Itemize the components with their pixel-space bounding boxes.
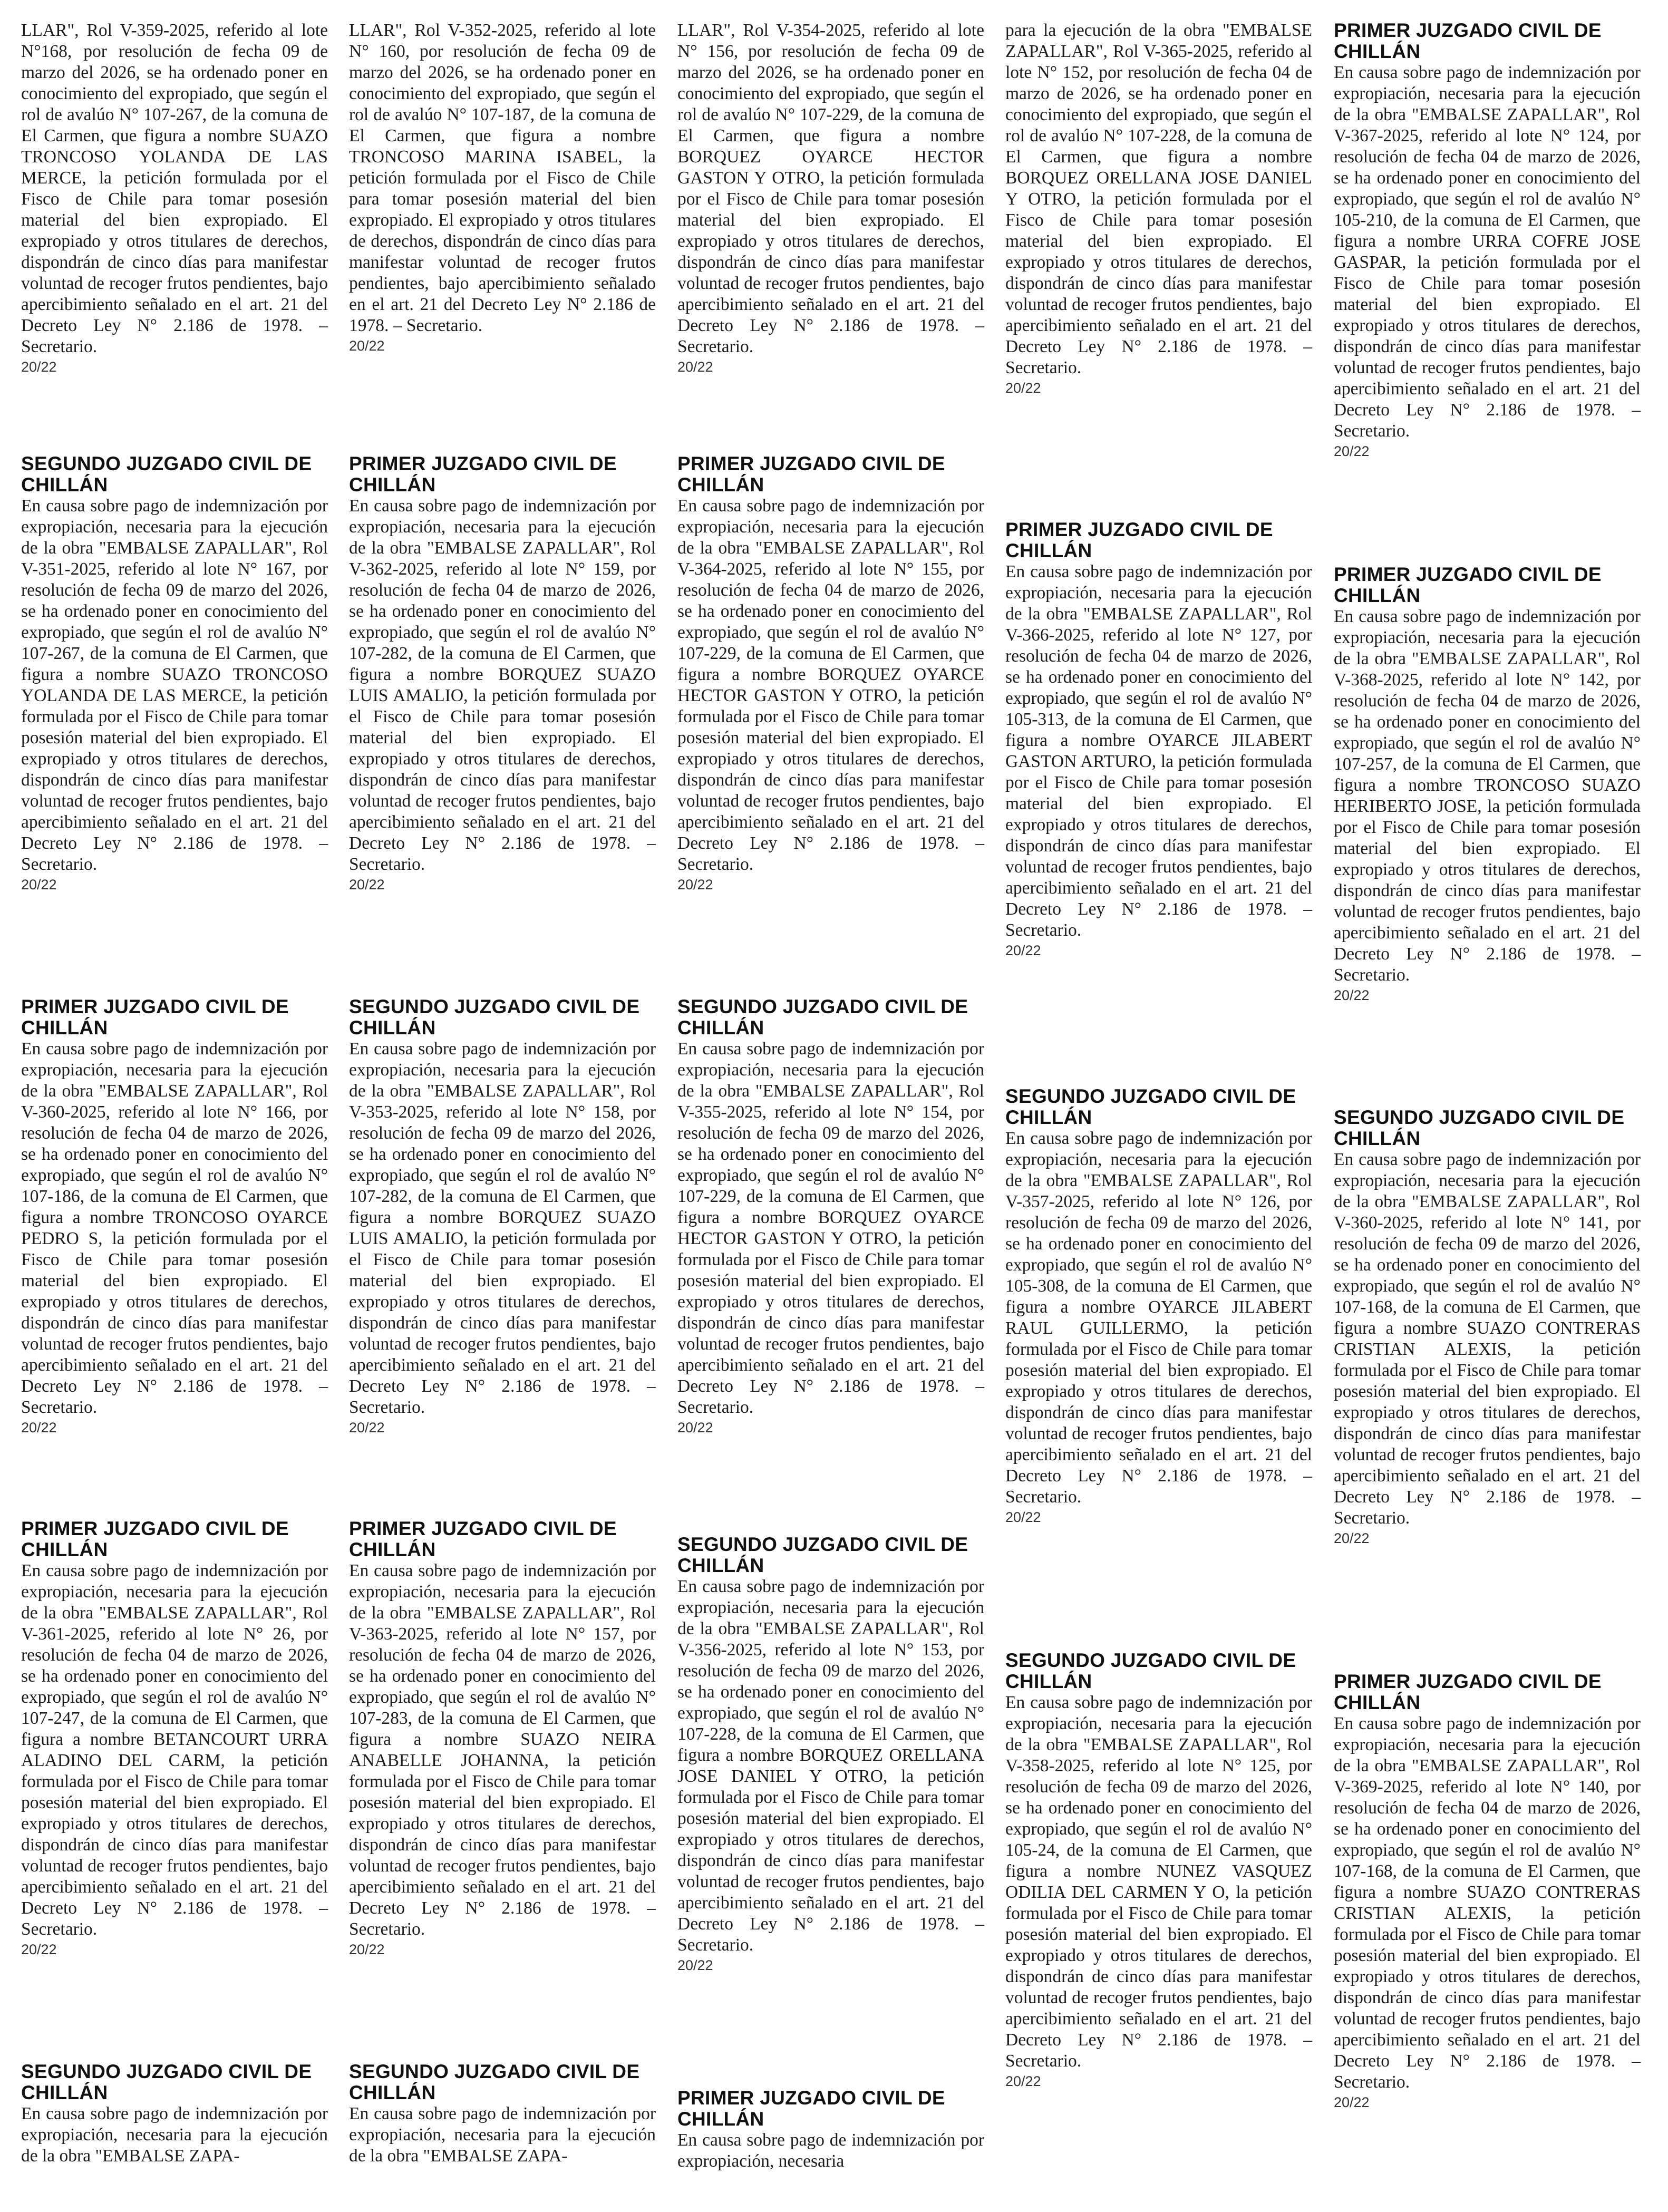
notice-code: 20/22 [21,359,57,375]
court-heading: SEGUNDO JUZGADO CIVIL DE CHILLÁN [349,996,640,1039]
court-heading: SEGUNDO JUZGADO CIVIL DE CHILLÁN [1334,1107,1625,1149]
notice-text: En causa sobre pago de indemnización por expropiación, necesaria [677,2130,984,2171]
court-heading: SEGUNDO JUZGADO CIVIL DE CHILLÁN [1005,1085,1296,1128]
legal-notice [349,2061,656,2167]
legal-notice [1005,1650,1312,2090]
legal-notice [677,2088,984,2172]
notice-text: En causa sobre pago de indemnización por expropiación, necesaria para la ejecución de la obra "EMBALSE ZAPALLAR", Rol V-364-2025, referido al lote N° 155, por resolución de fecha 04 de marzo de 2026, se ha ordenado poner en conocimiento del expropiado, que según el rol de avalúo N° 107-229, de la comuna de El Carmen, que figura a nombre BORQUEZ OYARCE HECTOR GASTON Y OTRO, la petición formulada por el Fisco de Chile para tomar posesión material del bien expropiado. El expropiado y otros titulares de derechos, dispondrán de cinco días para manifestar voluntad de recoger frutos pendientes, bajo apercibimiento señalado en el art. 21 del Decreto Ley N° 2.186 de 1978. – Secretario. [677,496,984,874]
legal-notice [1005,519,1312,959]
notice-text: En causa sobre pago de indemnización por expropiación, necesaria para la ejecución de la obra "EMBALSE ZAPALLAR", Rol V-362-2025, referido al lote N° 159, por resolución de fecha 04 de marzo de 2026, se ha ordenado poner en conocimiento del expropiado, que según el rol de avalúo N° 107-282, de la comuna de El Carmen, que figura a nombre BORQUEZ SUAZO LUIS AMALIO, la petición formulada por el Fisco de Chile para tomar posesión material del bien expropiado. El expropiado y otros titulares de derechos, dispondrán de cinco días para manifestar voluntad de recoger frutos pendientes, bajo apercibimiento señalado en el art. 21 del Decreto Ley N° 2.186 de 1978. – Secretario. [349,496,656,874]
notice-code: 20/22 [1005,2073,1041,2089]
court-heading: PRIMER JUZGADO CIVIL DE CHILLÁN [1334,1671,1602,1713]
notice-text: En causa sobre pago de indemnización por expropiación, necesaria para la ejecución de la obra "EMBALSE ZAPALLAR", Rol V-360-2025, referido al lote N° 141, por resolución de fecha 09 de marzo del 2026, se ha ordenado poner en conocimiento del expropiado, que según el rol de avalúo N° 107-168, de la comuna de El Carmen, que figura a nombre SUAZO CONTRERAS CRISTIAN ALEXIS, la petición formulada por el Fisco de Chile para tomar posesión material del bien expropiado. El expropiado y otros titulares de derechos, dispondrán de cinco días para manifestar voluntad de recoger frutos pendientes, bajo apercibimiento señalado en el art. 21 del Decreto Ley N° 2.186 de 1978. – Secretario. [1334,1150,1641,1528]
notice-code: 20/22 [349,338,385,354]
court-heading: SEGUNDO JUZGADO CIVIL DE CHILLÁN [21,453,312,496]
notice-text: En causa sobre pago de indemnización por expropiación, necesaria para la ejecución de la obra "EMBALSE ZAPALLAR", Rol V-360-2025, referido al lote N° 166, por resolución de fecha 04 de marzo de 2026, se ha ordenado poner en conocimiento del expropiado, que según el rol de avalúo N° 107-186, de la comuna de El Carmen, que figura a nombre TRONCOSO OYARCE PEDRO S, la petición formulada por el Fisco de Chile para tomar posesión material del bien expropiado. El expropiado y otros titulares de derechos, dispondrán de cinco días para manifestar voluntad de recoger frutos pendientes, bajo apercibimiento señalado en el art. 21 del Decreto Ley N° 2.186 de 1978. – Secretario. [21,1039,328,1417]
notice-text: En causa sobre pago de indemnización por expropiación, necesaria para la ejecución de la obra "EMBALSE ZAPALLAR", Rol V-368-2025, referido al lote N° 142, por resolución de fecha 04 de marzo de 2026, se ha ordenado poner en conocimiento del expropiado, que según el rol de avalúo N° 107-257, de la comuna de El Carmen, que figura a nombre TRONCOSO SUAZO HERIBERTO JOSE, la petición formulada por el Fisco de Chile para tomar posesión material del bien expropiado. El expropiado y otros titulares de derechos, dispondrán de cinco días para manifestar voluntad de recoger frutos pendientes, bajo apercibimiento señalado en el art. 21 del Decreto Ley N° 2.186 de 1978. – Secretario. [1334,607,1641,985]
legal-notice [349,453,656,893]
legal-notice [677,20,984,375]
court-heading: PRIMER JUZGADO CIVIL DE CHILLÁN [1334,564,1602,606]
legal-notice [349,996,656,1436]
notice-text: LLAR", Rol V-352-2025, referido al lote N° 160, por resolución de fecha 09 de marzo del 2026, se ha ordenado poner en conocimiento del expropiado, que según el rol de avalúo N° 107-187, de la comuna de El Carmen, que figura a nombre TRONCOSO MARINA ISABEL, la petición formulada por el Fisco de Chile para tomar posesión material del bien expropiado. El expropiado y otros titulares de derechos, dispondrán de cinco días para manifestar voluntad de recoger frutos pendientes, bajo apercibimiento señalado en el art. 21 del Decreto Ley N° 2.186 de 1978. – Secretario. [349,21,656,335]
legal-notice [1005,1086,1312,1526]
notice-text: En causa sobre pago de indemnización por expropiación, necesaria para la ejecución de la obra "EMBALSE ZAPALLAR", Rol V-361-2025, referido al lote N° 26, por resolución de fecha 04 de marzo de 2026, se ha ordenado poner en conocimiento del expropiado, que según el rol de avalúo N° 107-247, de la comuna de El Carmen, que figura a nombre BETANCOURT URRA ALADINO DEL CARM, la petición formulada por el Fisco de Chile para tomar posesión material del bien expropiado. El expropiado y otros titulares de derechos, dispondrán de cinco días para manifestar voluntad de recoger frutos pendientes, bajo apercibimiento señalado en el art. 21 del Decreto Ley N° 2.186 de 1978. – Secretario. [21,1561,328,1939]
notice-text: En causa sobre pago de indemnización por expropiación, necesaria para la ejecución de la obra "EMBALSE ZAPALLAR", Rol V-369-2025, referido al lote N° 140, por resolución de fecha 04 de marzo de 2026, se ha ordenado poner en conocimiento del expropiado, que según el rol de avalúo N° 107-168, de la comuna de El Carmen, que figura a nombre SUAZO CONTRERAS CRISTIAN ALEXIS, la petición formulada por el Fisco de Chile para tomar posesión material del bien expropiado. El expropiado y otros titulares de derechos, dispondrán de cinco días para manifestar voluntad de recoger frutos pendientes, bajo apercibimiento señalado en el art. 21 del Decreto Ley N° 2.186 de 1978. – Secretario. [1334,1714,1641,2092]
notice-code: 20/22 [21,1420,57,1435]
legal-notice [1334,564,1641,1004]
notice-text: En causa sobre pago de indemnización por expropiación, necesaria para la ejecución de la obra "EMBALSE ZAPALLAR", Rol V-358-2025, referido al lote N° 125, por resolución de fecha 09 de marzo del 2026, se ha ordenado poner en conocimiento del expropiado, que según el rol de avalúo N° 105-24, de la comuna de El Carmen, que figura a nombre NUNEZ VASQUEZ ODILIA DEL CARMEN Y O, la petición formulada por el Fisco de Chile para tomar posesión material del bien expropiado. El expropiado y otros titulares de derechos, dispondrán de cinco días para manifestar voluntad de recoger frutos pendientes, bajo apercibimiento señalado en el art. 21 del Decreto Ley N° 2.186 de 1978. – Secretario. [1005,1693,1312,2071]
court-heading: SEGUNDO JUZGADO CIVIL DE CHILLÁN [1005,1650,1296,1692]
notice-text: En causa sobre pago de indemnización por expropiación, necesaria para la ejecución de la obra "EMBALSE ZAPALLAR", Rol V-351-2025, referido al lote N° 167, por resolución de fecha 09 de marzo del 2026, se ha ordenado poner en conocimiento del expropiado, que según el rol de avalúo N° 107-267, de la comuna de El Carmen, que figura a nombre SUAZO TRONCOSO YOLANDA DE LAS MERCE, la petición formulada por el Fisco de Chile para tomar posesión material del bien expropiado. El expropiado y otros titulares de derechos, dispondrán de cinco días para manifestar voluntad de recoger frutos pendientes, bajo apercibimiento señalado en el art. 21 del Decreto Ley N° 2.186 de 1978. – Secretario. [21,496,328,874]
notice-code: 20/22 [1005,1509,1041,1525]
notice-text: LLAR", Rol V-354-2025, referido al lote N° 156, por resolución de fecha 09 de marzo del 2026, se ha ordenado poner en conocimiento del expropiado, que según el rol de avalúo N° 107-229, de la comuna de El Carmen, que figura a nombre BORQUEZ OYARCE HECTOR GASTON Y OTRO, la petición formulada por el Fisco de Chile para tomar posesión material del bien expropiado. El expropiado y otros titulares de derechos, dispondrán de cinco días para manifestar voluntad de recoger frutos pendientes, bajo apercibimiento señalado en el art. 21 del Decreto Ley N° 2.186 de 1978. – Secretario. [677,21,984,356]
court-heading: PRIMER JUZGADO CIVIL DE CHILLÁN [349,453,617,496]
notice-text: En causa sobre pago de indemnización por expropiación, necesaria para la ejecución de la obra "EMBALSE ZAPA- [21,2104,328,2166]
court-heading: PRIMER JUZGADO CIVIL DE CHILLÁN [1334,20,1602,62]
notice-text: En causa sobre pago de indemnización por expropiación, necesaria para la ejecución de la obra "EMBALSE ZAPALLAR", Rol V-367-2025, referido al lote N° 124, por resolución de fecha 04 de marzo de 2026, se ha ordenado poner en conocimiento del expropiado, que según el rol de avalúo N° 105-210, de la comuna de El Carmen, que figura a nombre URRA COFRE JOSE GASPAR, la petición formulada por el Fisco de Chile para tomar posesión material del bien expropiado. El expropiado y otros titulares de derechos, dispondrán de cinco días para manifestar voluntad de recoger frutos pendientes, bajo apercibimiento señalado en el art. 21 del Decreto Ley N° 2.186 de 1978. – Secretario. [1334,63,1641,441]
notice-text: En causa sobre pago de indemnización por expropiación, necesaria para la ejecución de la obra "EMBALSE ZAPALLAR", Rol V-355-2025, referido al lote N° 154, por resolución de fecha 09 de marzo del 2026, se ha ordenado poner en conocimiento del expropiado, que según el rol de avalúo N° 107-229, de la comuna de El Carmen, que figura a nombre BORQUEZ OYARCE HECTOR GASTON Y OTRO, la petición formulada por el Fisco de Chile para tomar posesión material del bien expropiado. El expropiado y otros titulares de derechos, dispondrán de cinco días para manifestar voluntad de recoger frutos pendientes, bajo apercibimiento señalado en el art. 21 del Decreto Ley N° 2.186 de 1978. – Secretario. [677,1039,984,1417]
legal-notice [677,996,984,1436]
notice-code: 20/22 [1334,1530,1370,1546]
notice-code: 20/22 [21,877,57,892]
notice-code: 20/22 [677,1420,713,1435]
notice-code: 20/22 [1005,380,1041,396]
notice-text: En causa sobre pago de indemnización por expropiación, necesaria para la ejecución de la obra "EMBALSE ZAPALLAR", Rol V-357-2025, referido al lote N° 126, por resolución de fecha 09 de marzo del 2026, se ha ordenado poner en conocimiento del expropiado, que según el rol de avalúo N° 105-308, de la comuna de El Carmen, que figura a nombre OYARCE JILABERT RAUL GUILLERMO, la petición formulada por el Fisco de Chile para tomar posesión material del bien expropiado. El expropiado y otros titulares de derechos, dispondrán de cinco días para manifestar voluntad de recoger frutos pendientes, bajo apercibimiento señalado en el art. 21 del Decreto Ley N° 2.186 de 1978. – Secretario. [1005,1129,1312,1507]
legal-notice [349,1518,656,1958]
legal-notice [21,2061,328,2167]
notice-code: 20/22 [677,359,713,375]
court-heading: PRIMER JUZGADO CIVIL DE CHILLÁN [21,1518,289,1560]
notice-text: LLAR", Rol V-359-2025, referido al lote N°168, por resolución de fecha 09 de marzo del 2026, se ha ordenado poner en conocimiento del expropiado, que según el rol de avalúo N° 107-267, de la comuna de El Carmen, que figura a nombre SUAZO TRONCOSO YOLANDA DE LAS MERCE, la petición formulada por el Fisco de Chile para tomar posesión material del bien expropiado. El expropiado y otros titulares de derechos, dispondrán de cinco días para manifestar voluntad de recoger frutos pendientes, bajo apercibimiento señalado en el art. 21 del Decreto Ley N° 2.186 de 1978. – Secretario. [21,21,328,356]
court-heading: SEGUNDO JUZGADO CIVIL DE CHILLÁN [677,1534,968,1576]
notice-code: 20/22 [1334,443,1370,459]
court-heading: SEGUNDO JUZGADO CIVIL DE CHILLÁN [677,996,968,1039]
legal-notice [1334,20,1641,460]
court-heading: PRIMER JUZGADO CIVIL DE CHILLÁN [21,996,289,1039]
court-heading: PRIMER JUZGADO CIVIL DE CHILLÁN [677,453,945,496]
notice-code: 20/22 [677,1957,713,1973]
legal-notice [349,20,656,354]
legal-notice [21,996,328,1436]
notice-code: 20/22 [349,1942,385,1957]
notice-text: En causa sobre pago de indemnización por expropiación, necesaria para la ejecución de la obra "EMBALSE ZAPALLAR", Rol V-366-2025, referido al lote N° 127, por resolución de fecha 04 de marzo de 2026, se ha ordenado poner en conocimiento del expropiado, que según el rol de avalúo N° 105-313, de la comuna de El Carmen, que figura a nombre OYARCE JILABERT GASTON ARTURO, la petición formulada por el Fisco de Chile para tomar posesión material del bien expropiado. El expropiado y otros titulares de derechos, dispondrán de cinco días para manifestar voluntad de recoger frutos pendientes, bajo apercibimiento señalado en el art. 21 del Decreto Ley N° 2.186 de 1978. – Secretario. [1005,562,1312,940]
legal-notice [1334,1107,1641,1547]
legal-notice [21,20,328,375]
legal-notice [1005,20,1312,396]
notice-code: 20/22 [1334,2094,1370,2110]
notice-text: para la ejecución de la obra "EMBALSE ZAPALLAR", Rol V-365-2025, referido al lote N° 152, por resolución de fecha 04 de marzo de 2026, se ha ordenado poner en conocimiento del expropiado, que según el rol de avalúo N° 107-228, de la comuna de El Carmen, que figura a nombre BORQUEZ ORELLANA JOSE DANIEL Y OTRO, la petición formulada por el Fisco de Chile para tomar posesión material del bien expropiado. El expropiado y otros titulares de derechos, dispondrán de cinco días para manifestar voluntad de recoger frutos pendientes, bajo apercibimiento señalado en el art. 21 del Decreto Ley N° 2.186 de 1978. – Secretario. [1005,21,1312,377]
legal-notice [677,453,984,893]
notice-text: En causa sobre pago de indemnización por expropiación, necesaria para la ejecución de la obra "EMBALSE ZAPALLAR", Rol V-356-2025, referido al lote N° 153, por resolución de fecha 09 de marzo del 2026, se ha ordenado poner en conocimiento del expropiado, que según el rol de avalúo N° 107-228, de la comuna de El Carmen, que figura a nombre BORQUEZ ORELLANA JOSE DANIEL Y OTRO, la petición formulada por el Fisco de Chile para tomar posesión material del bien expropiado. El expropiado y otros titulares de derechos, dispondrán de cinco días para manifestar voluntad de recoger frutos pendientes, bajo apercibimiento señalado en el art. 21 del Decreto Ley N° 2.186 de 1978. – Secretario. [677,1577,984,1955]
legal-notice [21,453,328,893]
notice-code: 20/22 [1334,987,1370,1003]
notice-code: 20/22 [1005,943,1041,958]
legal-notice [677,1534,984,1974]
notice-text: En causa sobre pago de indemnización por expropiación, necesaria para la ejecución de la obra "EMBALSE ZAPA- [349,2104,656,2166]
court-heading: PRIMER JUZGADO CIVIL DE CHILLÁN [349,1518,617,1560]
notice-text: En causa sobre pago de indemnización por expropiación, necesaria para la ejecución de la obra "EMBALSE ZAPALLAR", Rol V-353-2025, referido al lote N° 158, por resolución de fecha 09 de marzo del 2026, se ha ordenado poner en conocimiento del expropiado, que según el rol de avalúo N° 107-282, de la comuna de El Carmen, que figura a nombre BORQUEZ SUAZO LUIS AMALIO, la petición formulada por el Fisco de Chile para tomar posesión material del bien expropiado. El expropiado y otros titulares de derechos, dispondrán de cinco días para manifestar voluntad de recoger frutos pendientes, bajo apercibimiento señalado en el art. 21 del Decreto Ley N° 2.186 de 1978. – Secretario. [349,1039,656,1417]
legal-notice [21,1518,328,1958]
court-heading: PRIMER JUZGADO CIVIL DE CHILLÁN [677,2087,945,2130]
notice-code: 20/22 [677,877,713,892]
notice-code: 20/22 [21,1942,57,1957]
court-heading: SEGUNDO JUZGADO CIVIL DE CHILLÁN [349,2061,640,2103]
legal-notice [1334,1671,1641,2111]
notice-code: 20/22 [349,877,385,892]
court-heading: SEGUNDO JUZGADO CIVIL DE CHILLÁN [21,2061,312,2103]
notice-text: En causa sobre pago de indemnización por expropiación, necesaria para la ejecución de la obra "EMBALSE ZAPALLAR", Rol V-363-2025, referido al lote N° 157, por resolución de fecha 04 de marzo de 2026, se ha ordenado poner en conocimiento del expropiado, que según el rol de avalúo N° 107-283, de la comuna de El Carmen, que figura a nombre SUAZO NEIRA ANABELLE JOHANNA, la petición formulada por el Fisco de Chile para tomar posesión material del bien expropiado. El expropiado y otros titulares de derechos, dispondrán de cinco días para manifestar voluntad de recoger frutos pendientes, bajo apercibimiento señalado en el art. 21 del Decreto Ley N° 2.186 de 1978. – Secretario. [349,1561,656,1939]
court-heading: PRIMER JUZGADO CIVIL DE CHILLÁN [1005,519,1273,561]
notice-code: 20/22 [349,1420,385,1435]
